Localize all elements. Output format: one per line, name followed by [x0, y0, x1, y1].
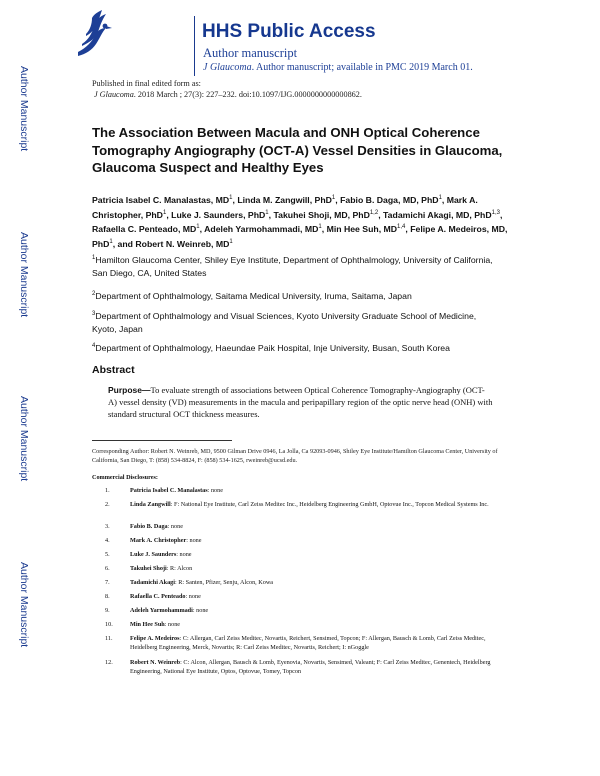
corresponding-author-note: Corresponding Author: Robert N. Weinreb, MD, 9500 Gilman Drive 0946, La Jolla, Ca 92093-0946, Shiley Eye Institute/Hamilton Glaucoma Center, University of California, San Diego, T: (858) 534-8824, F: (858) 534-1625, rweinreb@ucsd.edu. [92, 448, 498, 464]
affiliation-text: Hamilton Glaucoma Center, Shiley Eye Institute, Department of Ophthalmology, University of California, San Diego, CA, United States [92, 254, 493, 278]
author-affiliation-marker: 1 [229, 195, 233, 201]
disclosure-detail: : C: Alcon, Allergan, Bausch & Lomb, Eyenovia, Novartis, Sensimed, Valeant; F: Carl Zeiss Meditec, Genentech, Heidelberg Engineering, National Eye Institute, Optos, Optovue, Tomey, Topcon [130, 659, 491, 675]
disclosure-text [130, 579, 500, 588]
disclosure-detail: : none [176, 551, 192, 558]
publication-info [92, 78, 362, 100]
author-name: Robert N. Weinreb, MD [135, 238, 230, 249]
disclosure-number: 11. [105, 635, 113, 642]
author-separator: , [405, 224, 411, 235]
author-affiliation-marker: 1,4 [397, 224, 406, 231]
disclosure-text [130, 523, 500, 532]
side-label-author-manuscript: Author Manuscript [18, 562, 30, 648]
author-separator: , [321, 224, 327, 235]
author-affiliation-marker: 1 [229, 239, 233, 246]
author-separator: , [441, 194, 447, 205]
disclosure-detail: : R: Alcon [166, 565, 193, 572]
affiliation-1 [92, 252, 502, 279]
author-affiliation-marker: 1 [196, 224, 200, 231]
disclosure-text [130, 635, 500, 652]
hhs-header [72, 6, 542, 74]
disclosure-detail: : R: Santen, Pfizer, Senju, Alcon, Kowa [175, 579, 274, 586]
disclosure-detail: : none [185, 593, 201, 600]
affiliation-text: Department of Ophthalmology and Visual Sciences, Kyoto University Graduate School of Medicine, Kyoto, Japan [92, 310, 477, 334]
disclosure-number: 10. [105, 621, 113, 628]
availability-text: . Author manuscript; available in PMC 2019 March 01. [251, 62, 473, 73]
author-name: Tadamichi Akagi, MD, PhD [383, 209, 492, 220]
disclosure-number: 9. [105, 607, 110, 614]
disclosure-person: Adeleh Yarmohammadi [130, 607, 193, 614]
disclosure-number: 5. [105, 551, 110, 558]
abstract-purpose [108, 384, 493, 420]
abstract-heading: Abstract [92, 364, 135, 376]
hhs-eagle-logo-icon [72, 8, 114, 60]
disclosure-person: Tadamichi Akagi [130, 579, 175, 586]
affiliation-4 [92, 340, 502, 355]
disclosure-detail: : none [164, 621, 181, 628]
author-separator: , and [112, 238, 136, 249]
disclosure-number: 2. [105, 501, 110, 508]
affiliation-text: Department of Ophthalmology, Haeundae Paik Hospital, Inje University, Busan, South Korea [95, 342, 450, 353]
disclosure-text [130, 593, 500, 602]
disclosure-text [130, 659, 500, 676]
author-separator: , [499, 209, 503, 220]
side-label-author-manuscript: Author Manuscript [18, 396, 30, 482]
availability-journal: J Glaucoma [203, 62, 252, 73]
disclosure-text [130, 501, 500, 510]
disclosure-person: Felipe A. Medeiros [130, 635, 180, 642]
author-affiliation-marker: 1 [318, 224, 322, 231]
disclosure-detail: : none [207, 487, 223, 494]
affiliation-number: 2 [92, 291, 96, 297]
disclosure-detail: : C: Allergan, Carl Zeiss Meditec, Novartis, Reichert, Sensimed, Topcon; F: Allergan, Bausch & Lomb, Carl Zeiss Meditec, Heidelberg Engineering, Merck, Novartis; R: Carl Zeiss Meditec, Novartis, Reichert; I: nGoggle [130, 635, 486, 651]
disclosure-number: 8. [105, 593, 110, 600]
author-affiliation-marker: 1,2 [369, 209, 379, 216]
disclosure-detail: : none [186, 537, 202, 544]
disclosure-person: Fabio B. Daga [130, 523, 168, 530]
disclosure-person: Min Hee Suh [130, 621, 165, 628]
author-name: Rafaella C. Penteado, MD [92, 224, 197, 235]
disclosure-text [130, 487, 500, 496]
author-separator: , [166, 209, 172, 220]
disclosure-text [130, 565, 500, 574]
footnote-divider [92, 440, 232, 441]
disclosure-number: 12. [105, 659, 113, 666]
affiliation-number: 3 [92, 311, 96, 317]
author-affiliation-marker: 1 [162, 209, 167, 216]
disclosure-person: Linda Zangwill [130, 501, 171, 508]
citation-journal: J Glaucoma [94, 90, 134, 99]
hhs-public-access-title: HHS Public Access [202, 21, 376, 42]
disclosure-detail: : none [192, 607, 209, 614]
availability-line [203, 62, 473, 73]
article-title: The Association Between Macula and ONH Optical Coherence Tomography Angiography (OCT-A) Vessel Densities in Glaucoma, Glaucoma Suspect and Healthy Eyes [92, 125, 503, 175]
citation-text: . 2018 March ; 27(3): 227–232. doi:10.1097/IJG.0000000000000862. [133, 90, 362, 99]
author-manuscript-subtitle: Author manuscript [203, 46, 298, 60]
disclosure-text [130, 607, 500, 616]
disclosure-text [130, 537, 500, 546]
author-separator: , [268, 209, 274, 220]
author-name: Luke J. Saunders, PhD [171, 209, 266, 220]
disclosure-person: Luke J. Saunders [130, 551, 177, 558]
disclosure-number: 7. [105, 579, 110, 586]
author-list [92, 192, 512, 251]
affiliation-2 [92, 288, 502, 303]
side-label-author-manuscript: Author Manuscript [18, 232, 30, 318]
disclosure-text [130, 551, 500, 560]
disclosure-number: 1. [105, 487, 110, 494]
disclosure-number: 3. [105, 523, 110, 530]
disclosure-person: Mark A. Christopher [130, 537, 187, 544]
disclosure-number: 6. [105, 565, 110, 572]
affiliation-number: 1 [92, 255, 96, 261]
disclosures-title: Commercial Disclosures: [92, 474, 158, 481]
author-name: Felipe A. Medeiros, MD, PhD [92, 224, 508, 249]
purpose-text: To evaluate strength of associations between Optical Coherence Tomography-Angiography (OCT-A) vessel density (VD) measurements in the macula and peripapillary region of the optic nerve head (ONH) with standard structural OCT thickness measures. [108, 385, 493, 419]
affiliation-number: 4 [92, 343, 96, 349]
author-name: Patricia Isabel C. Manalastas, MD [92, 194, 230, 205]
author-separator: , [232, 194, 238, 205]
author-affiliation-marker: 1 [265, 209, 269, 216]
author-affiliation-marker: 1,3 [491, 209, 500, 216]
author-separator: , [199, 224, 205, 235]
author-name: Adeleh Yarmohammadi, MD [204, 224, 319, 235]
affiliation-3 [92, 308, 502, 335]
author-affiliation-marker: 1 [109, 239, 113, 246]
purpose-label: Purpose— [108, 385, 151, 395]
author-name: Fabio B. Daga, MD, PhD [340, 194, 439, 205]
disclosure-text [130, 621, 500, 630]
citation-line [92, 89, 362, 100]
author-affiliation-marker: 1 [438, 195, 442, 201]
disclosure-person: Takuhei Shoji [130, 565, 167, 572]
disclosure-person: Rafaella C. Penteado [130, 593, 186, 600]
side-label-author-manuscript: Author Manuscript [18, 66, 30, 152]
author-name: Mark A. Christopher, PhD [92, 194, 478, 220]
disclosure-person: Robert N. Weinreb [130, 659, 181, 666]
published-in-line: Published in final edited form as: [92, 79, 201, 88]
disclosure-person: Patricia Isabel C. Manalastas [130, 487, 208, 494]
affiliation-text: Department of Ophthalmology, Saitama Medical University, Iruma, Saitama, Japan [95, 290, 412, 301]
author-affiliation-marker: 1 [331, 195, 336, 201]
author-separator: , [378, 209, 384, 220]
author-separator: , [335, 194, 341, 205]
header-divider [194, 16, 195, 76]
author-name: Min Hee Suh, MD [326, 224, 398, 235]
disclosure-detail: : none [167, 523, 183, 530]
disclosure-detail: : F: National Eye Institute, Carl Zeiss Meditec Inc., Heidelberg Engineering GmbH, Optovue Inc., Topcon Medical Systems Inc. [170, 501, 489, 508]
author-name: Linda M. Zangwill, PhD [237, 194, 332, 205]
author-name: Takuhei Shoji, MD, PhD [273, 209, 370, 220]
disclosure-number: 4. [105, 537, 110, 544]
